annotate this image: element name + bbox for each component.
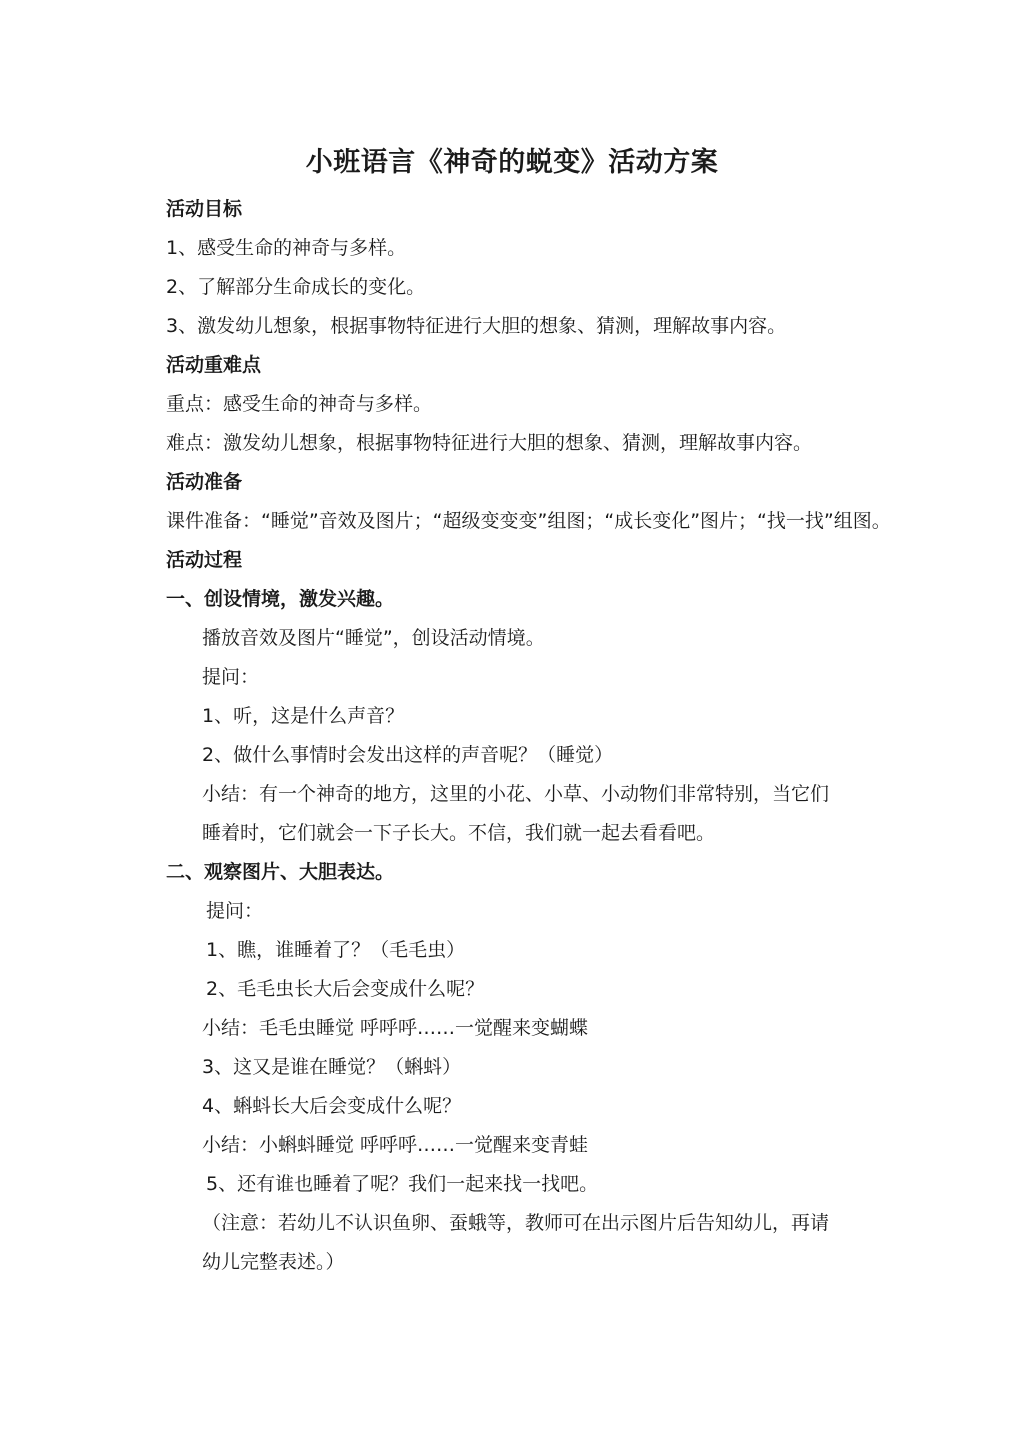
preparation-text: 课件准备：“睡觉”音效及图片；“超级变变变”组图；“成长变化”图片；“找一找”组图。	[166, 510, 891, 532]
process-part2-line-8: 5、还有谁也睡着了呢？我们一起来找一找吧。	[206, 1173, 599, 1195]
process-part2-line-4: 小结：毛毛虫睡觉 呼呼呼……一觉醒来变蝴蝶	[202, 1017, 589, 1039]
process-part1-line-5: 小结：有一个神奇的地方，这里的小花、小草、小动物们非常特别，当它们	[202, 783, 830, 805]
section-heading-key-points: 活动重难点	[166, 354, 262, 376]
section-heading-process: 活动过程	[166, 549, 243, 571]
process-part1-heading: 一、创设情境，激发兴趣。	[166, 588, 395, 610]
process-part2-line-6: 4、蝌蚪长大后会变成什么呢？	[202, 1095, 462, 1117]
process-part2-line-7: 小结：小蝌蚪睡觉 呼呼呼……一觉醒来变青蛙	[202, 1134, 589, 1156]
process-part2-line-9: （注意：若幼儿不认识鱼卵、蚕蛾等，教师可在出示图片后告知幼儿，再请	[202, 1212, 830, 1234]
process-part1-line-6: 睡着时，它们就会一下子长大。不信，我们就一起去看看吧。	[202, 822, 716, 844]
process-part2-line-10: 幼儿完整表述。）	[202, 1251, 345, 1273]
goal-item-2: 2、了解部分生命成长的变化。	[166, 276, 426, 298]
goal-item-3: 3、激发幼儿想象，根据事物特征进行大胆的想象、猜测，理解故事内容。	[166, 315, 787, 337]
document-title: 小班语言《神奇的蜕变》活动方案	[305, 147, 719, 178]
goal-item-1: 1、感受生命的神奇与多样。	[166, 237, 407, 259]
section-heading-goals: 活动目标	[166, 198, 243, 220]
process-part2-line-1: 提问：	[206, 900, 264, 922]
process-part1-line-4: 2、做什么事情时会发出这样的声音呢？（睡觉）	[202, 744, 614, 766]
process-part2-line-3: 2、毛毛虫长大后会变成什么呢？	[206, 978, 485, 1000]
process-part1-line-3: 1、听，这是什么声音？	[202, 705, 405, 727]
process-part2-heading: 二、观察图片、大胆表达。	[166, 861, 395, 883]
section-heading-preparation: 活动准备	[166, 471, 243, 493]
key-point-text: 重点：感受生命的神奇与多样。	[166, 393, 433, 415]
process-part2-line-2: 1、瞧，谁睡着了？（毛毛虫）	[206, 939, 466, 961]
process-part2-line-5: 3、这又是谁在睡觉？（蝌蚪）	[202, 1056, 462, 1078]
process-part1-line-1: 播放音效及图片“睡觉”，创设活动情境。	[202, 627, 545, 649]
process-part1-line-2: 提问：	[202, 666, 260, 688]
difficult-point-text: 难点：激发幼儿想象，根据事物特征进行大胆的想象、猜测，理解故事内容。	[166, 432, 813, 454]
